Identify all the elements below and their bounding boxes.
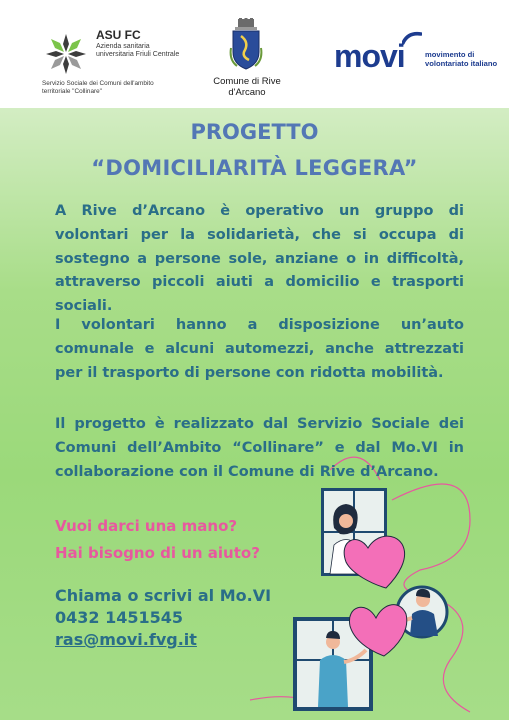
- contact-email-link[interactable]: ras@movi.fvg.it: [55, 630, 197, 649]
- paragraph-intro: A Rive d’Arcano è operativo un gruppo di volontari per la solidarietà, che si occupa di sostegno a persone sole, anziane o in difficoltà, attraverso piccoli aiuti a domicilio e trasporti sociali.: [55, 203, 464, 315]
- title-line-1: PROGETTO: [190, 120, 319, 144]
- movi-tagline: movimento di volontariato italiano: [425, 50, 498, 68]
- title-line-2: “DOMICILIARITÀ LEGGERA”: [91, 156, 418, 180]
- header-bar: [0, 0, 509, 108]
- asu-name: ASU FC: [96, 28, 141, 42]
- paragraph-vehicles: I volontari hanno a disposizione un’auto comunale e alcuni automezzi, anche attrezzati per il trasporto di persone con ridotta mobilità.: [55, 317, 464, 381]
- contact-line: Chiama o scrivi al Mo.VI: [55, 586, 272, 605]
- comune-name: Comune di Rive d'Arcano: [213, 76, 281, 98]
- movi-logo-word: movi: [334, 38, 405, 74]
- asu-service-text: Servizio Sociale dei Comuni dell'ambito territoriale "Collinare": [42, 80, 154, 95]
- movi-swoosh-icon: [402, 31, 422, 45]
- asu-fc-logo-icon: [42, 30, 90, 78]
- question-need-help: Hai bisogno di un aiuto?: [55, 544, 260, 562]
- comune-crest-icon: [229, 18, 263, 70]
- question-help-us: Vuoi darci una mano?: [55, 517, 238, 535]
- paragraph-partners: Il progetto è realizzato dal Servizio Sociale dei Comuni dell’Ambito “Collinare” e dal Mo.VI in collaborazione con il Comune di Rive d’Arcano.: [55, 416, 464, 480]
- contact-phone[interactable]: 0432 1451545: [55, 608, 184, 627]
- asu-subtitle: Azienda sanitaria universitaria Friuli Centrale: [96, 43, 180, 59]
